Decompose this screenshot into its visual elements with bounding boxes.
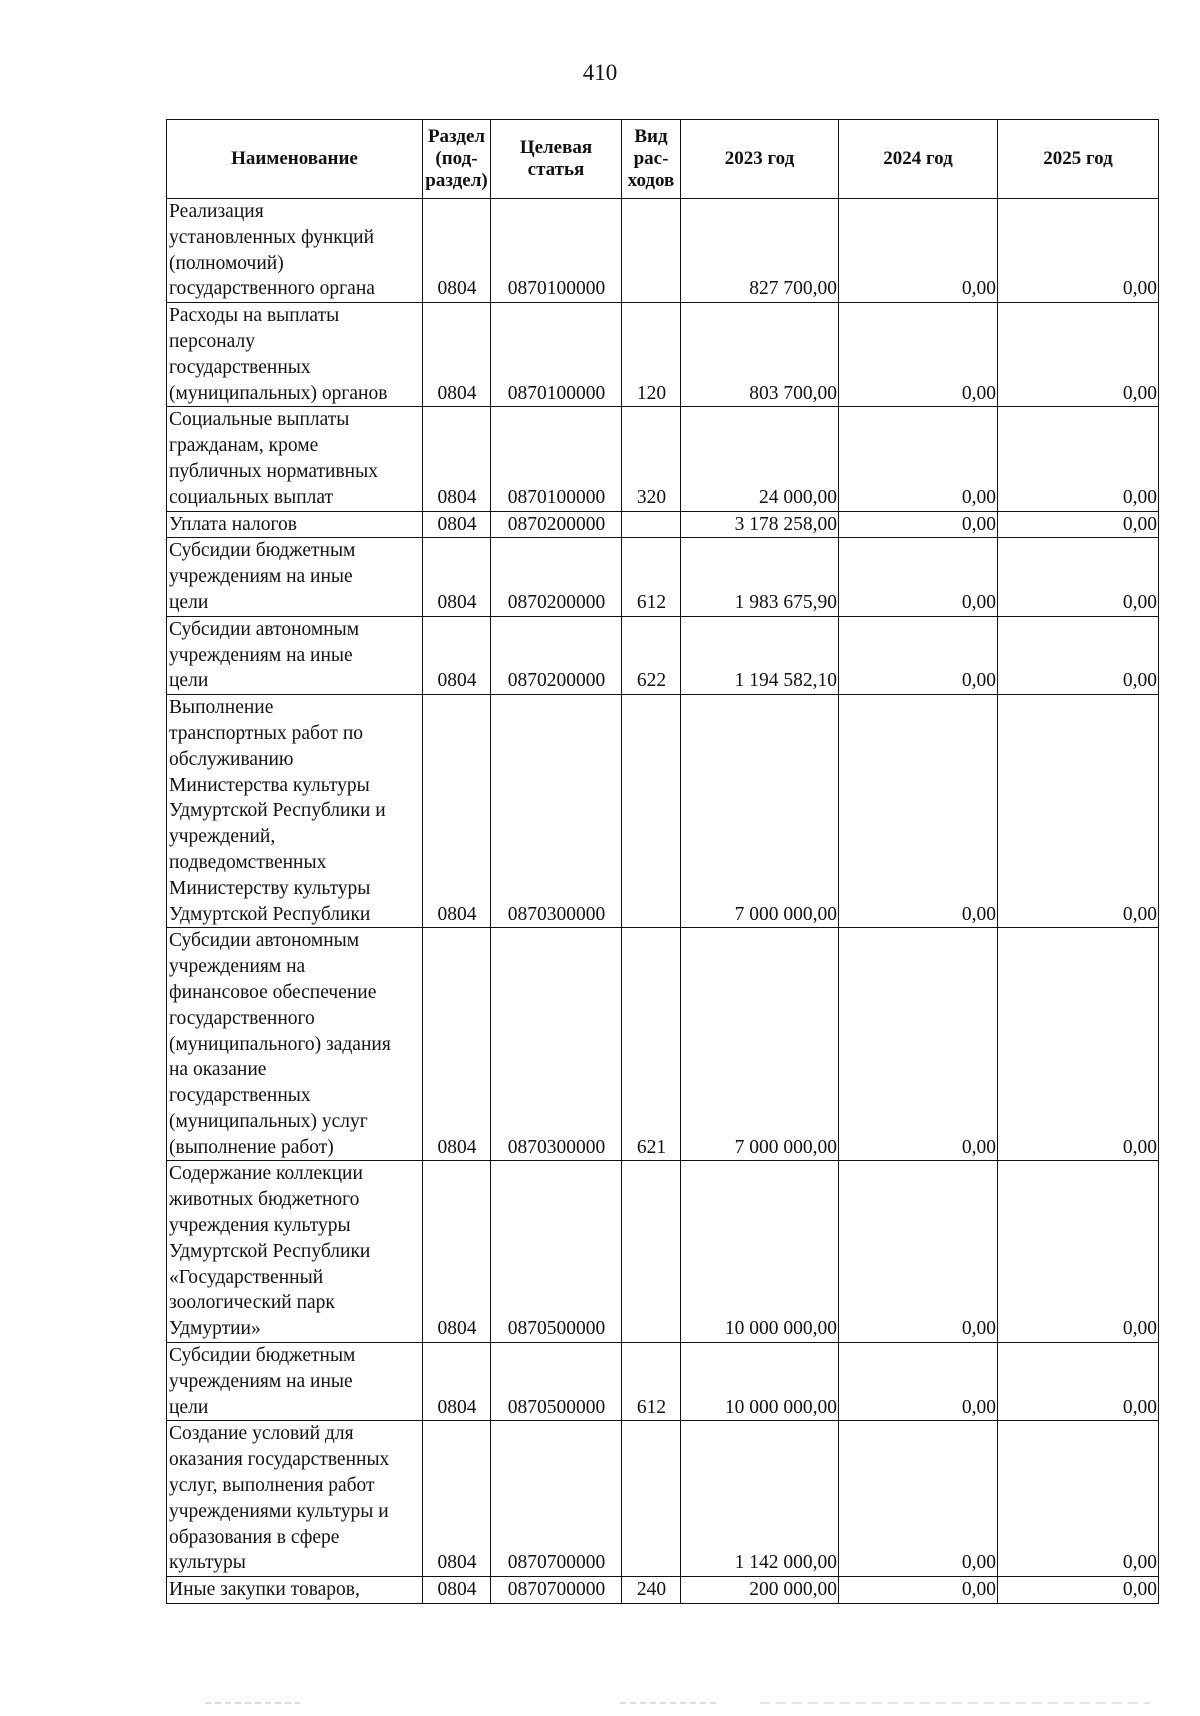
cell-2023: 24 000,00 (681, 407, 839, 511)
cell-name-line: публичных нормативных (169, 460, 378, 482)
cell-name-line: учреждений, (169, 826, 276, 848)
cell-target: 0870200000 (491, 616, 622, 694)
cell-target: 0870200000 (491, 511, 622, 538)
header-kind-line: Вид (634, 126, 668, 147)
cell-section: 0804 (423, 199, 491, 303)
cell-name-line: учреждениями культуры и (169, 1500, 389, 1522)
header-2024: 2024 год (839, 120, 998, 199)
cell-name-line: Субсидии бюджетным (169, 540, 356, 562)
cell-name (167, 928, 423, 1161)
cell-2024: 0,00 (839, 407, 998, 511)
cell-section: 0804 (423, 538, 491, 616)
cell-name-line: Субсидии автономным (169, 618, 360, 640)
cell-2023: 200 000,00 (681, 1577, 839, 1604)
cell-kind: 612 (622, 538, 681, 616)
cell-section: 0804 (423, 1343, 491, 1421)
cell-2024: 0,00 (839, 199, 998, 303)
cell-name (167, 1421, 423, 1577)
cell-name-line: Социальные выплаты (169, 409, 350, 431)
cell-target: 0870700000 (491, 1421, 622, 1577)
cell-name (167, 616, 423, 694)
header-target-line: Целевая (519, 137, 593, 158)
cell-kind: 320 (622, 407, 681, 511)
cell-name-line: зоологический парк (169, 1292, 335, 1314)
cell-section: 0804 (423, 616, 491, 694)
cell-name-line: цели (169, 591, 209, 613)
table-row (167, 407, 1159, 511)
cell-2023: 7 000 000,00 (681, 695, 839, 928)
header-section-line: (под- (435, 148, 478, 169)
cell-2025: 0,00 (998, 538, 1159, 616)
cell-name-line: установленных функций (169, 226, 375, 248)
cell-name-line: Иные закупки товаров, (169, 1579, 360, 1601)
cell-section: 0804 (423, 928, 491, 1161)
cell-name-line: цели (169, 1396, 209, 1418)
cell-name-line: обслуживанию (169, 748, 294, 770)
table-row (167, 511, 1159, 538)
table-row (167, 928, 1159, 1161)
cell-kind: 621 (622, 928, 681, 1161)
cell-name-line: финансовое обеспечение (169, 981, 377, 1003)
cell-name-line: государственных (169, 1085, 311, 1107)
cell-2025: 0,00 (998, 303, 1159, 407)
header-section (423, 120, 491, 199)
table-row (167, 1161, 1159, 1343)
cell-name-line: (муниципальных) услуг (169, 1110, 368, 1132)
table-row (167, 1343, 1159, 1421)
cell-name-line: Создание условий для (169, 1423, 354, 1445)
cell-target: 0870700000 (491, 1577, 622, 1604)
cell-2024: 0,00 (839, 1343, 998, 1421)
cell-name-line: Министерству культуры (169, 877, 371, 899)
cell-kind (622, 695, 681, 928)
cell-2024: 0,00 (839, 511, 998, 538)
cell-kind: 120 (622, 303, 681, 407)
cell-name-line: цели (169, 670, 209, 692)
cell-name-line: Удмуртской Республики (169, 1240, 371, 1262)
cell-name-line: «Государственный (169, 1266, 324, 1288)
cell-2023: 10 000 000,00 (681, 1343, 839, 1421)
cell-name-line: Министерства культуры (169, 774, 370, 796)
cell-2024: 0,00 (839, 695, 998, 928)
cell-2025: 0,00 (998, 616, 1159, 694)
cell-name-line: учреждениям на иные (169, 1370, 353, 1392)
header-section-line: раздел) (425, 170, 488, 191)
cell-2023: 10 000 000,00 (681, 1161, 839, 1343)
cell-target: 0870100000 (491, 303, 622, 407)
cell-kind (622, 199, 681, 303)
cell-target: 0870100000 (491, 199, 622, 303)
table-row (167, 538, 1159, 616)
cell-name-line: учреждениям на иные (169, 644, 353, 666)
page-number: 410 (582, 60, 618, 85)
cell-kind (622, 1421, 681, 1577)
cell-section: 0804 (423, 1421, 491, 1577)
cell-name-line: животных бюджетного (169, 1189, 360, 1211)
cell-name-line: Содержание коллекции (169, 1163, 363, 1185)
cell-name-line: государственного органа (169, 278, 375, 300)
cell-kind: 612 (622, 1343, 681, 1421)
cell-2024: 0,00 (839, 538, 998, 616)
table-row (167, 616, 1159, 694)
cell-name-line: Реализация (169, 201, 264, 222)
cell-target: 0870200000 (491, 538, 622, 616)
cell-name (167, 695, 423, 928)
cell-2025: 0,00 (998, 1577, 1159, 1604)
cell-name-line: социальных выплат (169, 486, 334, 508)
table-row (167, 303, 1159, 407)
cell-2024: 0,00 (839, 616, 998, 694)
table-header-row (167, 120, 1159, 199)
cell-name (167, 1161, 423, 1343)
cell-name (167, 303, 423, 407)
header-target (491, 120, 622, 199)
cell-name-line: учреждениям на (169, 956, 306, 978)
cell-name-line: гражданам, кроме (169, 435, 319, 457)
cell-2023: 803 700,00 (681, 303, 839, 407)
cell-name-line: подведомственных (169, 851, 327, 873)
header-kind (622, 120, 681, 199)
table-row (167, 1421, 1159, 1577)
cell-section: 0804 (423, 407, 491, 511)
cell-2024: 0,00 (839, 303, 998, 407)
header-target-line: статья (527, 159, 585, 180)
scan-edge-marks (0, 1700, 1200, 1706)
cell-name (167, 511, 423, 538)
cell-name (167, 538, 423, 616)
cell-2025: 0,00 (998, 928, 1159, 1161)
cell-target: 0870500000 (491, 1343, 622, 1421)
cell-name-line: на оказание (169, 1059, 267, 1081)
cell-target: 0870300000 (491, 695, 622, 928)
cell-2023: 1 194 582,10 (681, 616, 839, 694)
cell-2025: 0,00 (998, 407, 1159, 511)
cell-name-line: Субсидии бюджетным (169, 1345, 356, 1367)
cell-name-line: (выполнение работ) (169, 1136, 334, 1158)
cell-2025: 0,00 (998, 1343, 1159, 1421)
cell-name-line: Уплата налогов (169, 513, 297, 535)
cell-2023: 1 142 000,00 (681, 1421, 839, 1577)
cell-2025: 0,00 (998, 1161, 1159, 1343)
cell-2023: 7 000 000,00 (681, 928, 839, 1161)
budget-table (166, 119, 1159, 1604)
cell-name-line: транспортных работ по (169, 722, 364, 744)
table-body (167, 199, 1159, 1604)
table-row (167, 695, 1159, 928)
cell-section: 0804 (423, 1577, 491, 1604)
cell-name-line: (муниципальных) органов (169, 382, 388, 404)
cell-2024: 0,00 (839, 1161, 998, 1343)
header-2023: 2023 год (681, 120, 839, 199)
cell-name-line: Субсидии автономным (169, 930, 360, 952)
table-row (167, 1577, 1159, 1604)
cell-name-line: оказания государственных (169, 1449, 390, 1471)
cell-2025: 0,00 (998, 199, 1159, 303)
cell-target: 0870500000 (491, 1161, 622, 1343)
cell-target: 0870100000 (491, 407, 622, 511)
cell-name (167, 407, 423, 511)
cell-2025: 0,00 (998, 511, 1159, 538)
cell-kind: 622 (622, 616, 681, 694)
cell-kind (622, 511, 681, 538)
cell-name-line: государственного (169, 1007, 315, 1029)
cell-name (167, 1577, 423, 1604)
cell-name (167, 199, 423, 303)
cell-2024: 0,00 (839, 1577, 998, 1604)
cell-name-line: персоналу (169, 330, 255, 352)
cell-kind: 240 (622, 1577, 681, 1604)
cell-2025: 0,00 (998, 1421, 1159, 1577)
cell-2023: 1 983 675,90 (681, 538, 839, 616)
cell-name-line: государственных (169, 356, 311, 378)
cell-name-line: Расходы на выплаты (169, 305, 340, 327)
cell-2023: 827 700,00 (681, 199, 839, 303)
header-name: Наименование (167, 120, 423, 199)
cell-target: 0870300000 (491, 928, 622, 1161)
header-section-line: Раздел (427, 126, 486, 147)
header-kind-line: рас- (633, 148, 669, 169)
cell-name-line: Удмуртской Республики и (169, 800, 386, 822)
cell-name-line: услуг, выполнения работ (169, 1475, 375, 1497)
cell-2023: 3 178 258,00 (681, 511, 839, 538)
cell-name-line: образования в сфере (169, 1526, 340, 1548)
cell-2024: 0,00 (839, 1421, 998, 1577)
cell-kind (622, 1161, 681, 1343)
cell-name-line: (муниципального) задания (169, 1033, 391, 1055)
cell-name (167, 1343, 423, 1421)
cell-section: 0804 (423, 695, 491, 928)
cell-name-line: (полномочий) (169, 252, 284, 274)
header-kind-line: ходов (627, 170, 675, 191)
cell-name-line: Выполнение (169, 697, 274, 719)
cell-name-line: Удмуртской Республики (169, 903, 371, 925)
header-2025: 2025 год (998, 120, 1159, 199)
table-row (167, 199, 1159, 303)
cell-name-line: учреждениям на иные (169, 566, 353, 588)
cell-name-line: Удмуртии» (169, 1318, 261, 1340)
cell-section: 0804 (423, 1161, 491, 1343)
cell-section: 0804 (423, 511, 491, 538)
cell-2025: 0,00 (998, 695, 1159, 928)
cell-name-line: культуры (169, 1552, 246, 1574)
cell-name-line: учреждения культуры (169, 1215, 351, 1237)
cell-section: 0804 (423, 303, 491, 407)
cell-2024: 0,00 (839, 928, 998, 1161)
